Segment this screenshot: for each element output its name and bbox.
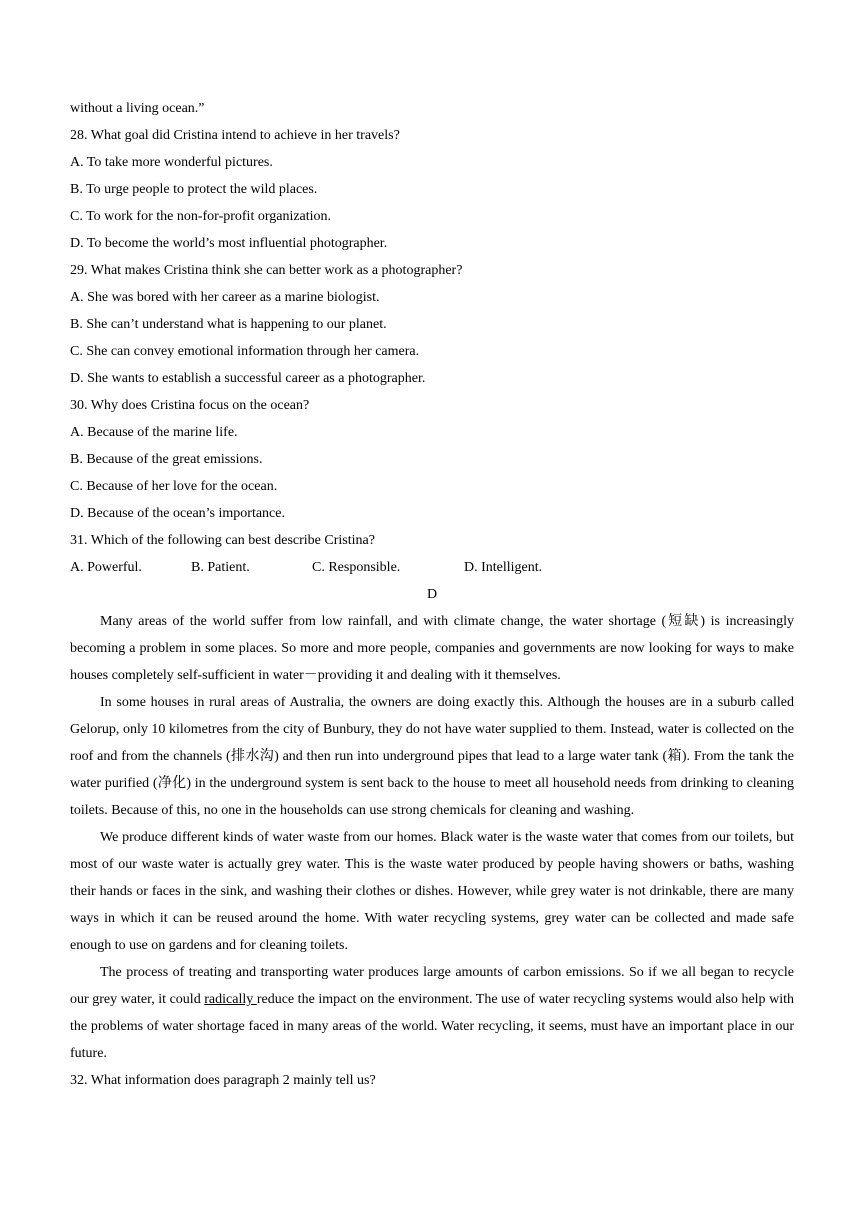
passage-continuation: without a living ocean.” bbox=[70, 101, 205, 116]
passage-paragraph-4 bbox=[70, 959, 794, 1067]
question-29: 29. What makes Cristina think she can better work as a photographer? bbox=[70, 263, 463, 278]
q31-option-d: D. Intelligent. bbox=[464, 560, 543, 575]
document-page bbox=[70, 95, 794, 1094]
passage-paragraph-2: In some houses in rural areas of Australia, the owners are doing exactly this. Although the houses are in a suburb called Gelorup, only 10 kilometres from the city of Bunbury, they do not have water supplied to them. Instead, water is collected on the roof and from the channels (排水沟) and then run into underground pipes that lead to a large water tank (箱). From the tank the water purified (净化) in the underground system is sent back to the house to meet all household needs from drinking to cleaning toilets. Because of this, no one in the households can use strong chemicals for cleaning and washing. bbox=[70, 695, 794, 818]
question-30: 30. Why does Cristina focus on the ocean? bbox=[70, 398, 310, 413]
passage-paragraph-3: We produce different kinds of water waste from our homes. Black water is the waste water that comes from our toilets, but most of our waste water is actually grey water. This is the waste water produced by people having showers or baths, washing their hands or faces in the sink, and washing their clothes or dishes. However, while grey water is not drinkable, there are many ways in which it can be reused around the home. With water recycling systems, grey water can be collected and made safe enough to use on gardens and for cleaning toilets. bbox=[70, 830, 794, 953]
q28-option-c: C. To work for the non-for-profit organization. bbox=[70, 209, 332, 224]
q30-option-c: C. Because of her love for the ocean. bbox=[70, 479, 278, 494]
section-heading: D bbox=[426, 587, 438, 602]
passage-paragraph-1: Many areas of the world suffer from low rainfall, and with climate change, the water shortage (短缺) is increasingly becoming a problem in some places. So more and more people, companies and governments are now looking for ways to make houses completely self-sufficient in water－providing it and dealing with it themselves. bbox=[70, 614, 794, 683]
q29-option-b: B. She can’t understand what is happening to our planet. bbox=[70, 317, 387, 332]
question-28: 28. What goal did Cristina intend to achieve in her travels? bbox=[70, 128, 400, 143]
q31-option-c: C. Responsible. bbox=[312, 560, 401, 575]
paragraph-4-end: reduce the impact on the environment. The use of water recycling systems would also help with the problems of water shortage faced in many areas of the world. Water recycling, it seems, must have an important place in our future. bbox=[70, 992, 794, 1061]
q29-option-c: C. She can convey emotional information through her camera. bbox=[70, 344, 420, 359]
underlined-word: radically bbox=[204, 992, 257, 1007]
q30-option-d: D. Because of the ocean’s importance. bbox=[70, 506, 285, 521]
q30-option-a: A. Because of the marine life. bbox=[70, 425, 238, 440]
q31-option-b: B. Patient. bbox=[191, 560, 250, 575]
q30-option-b: B. Because of the great emissions. bbox=[70, 452, 263, 467]
q28-option-a: A. To take more wonderful pictures. bbox=[70, 155, 273, 170]
q28-option-d: D. To become the world’s most influential photographer. bbox=[70, 236, 388, 251]
question-31: 31. Which of the following can best describe Cristina? bbox=[70, 533, 375, 548]
q31-option-a: A. Powerful. bbox=[70, 560, 142, 575]
paragraph-4-start: The process of treating and transporting water produces large amounts of carbon emissions. So if we all began to recycle our grey water, it could bbox=[70, 965, 794, 1007]
q29-option-d: D. She wants to establish a successful career as a photographer. bbox=[70, 371, 426, 386]
q31-options bbox=[70, 554, 794, 581]
q29-option-a: A. She was bored with her career as a marine biologist. bbox=[70, 290, 380, 305]
question-32: 32. What information does paragraph 2 mainly tell us? bbox=[70, 1073, 376, 1088]
q28-option-b: B. To urge people to protect the wild places. bbox=[70, 182, 318, 197]
